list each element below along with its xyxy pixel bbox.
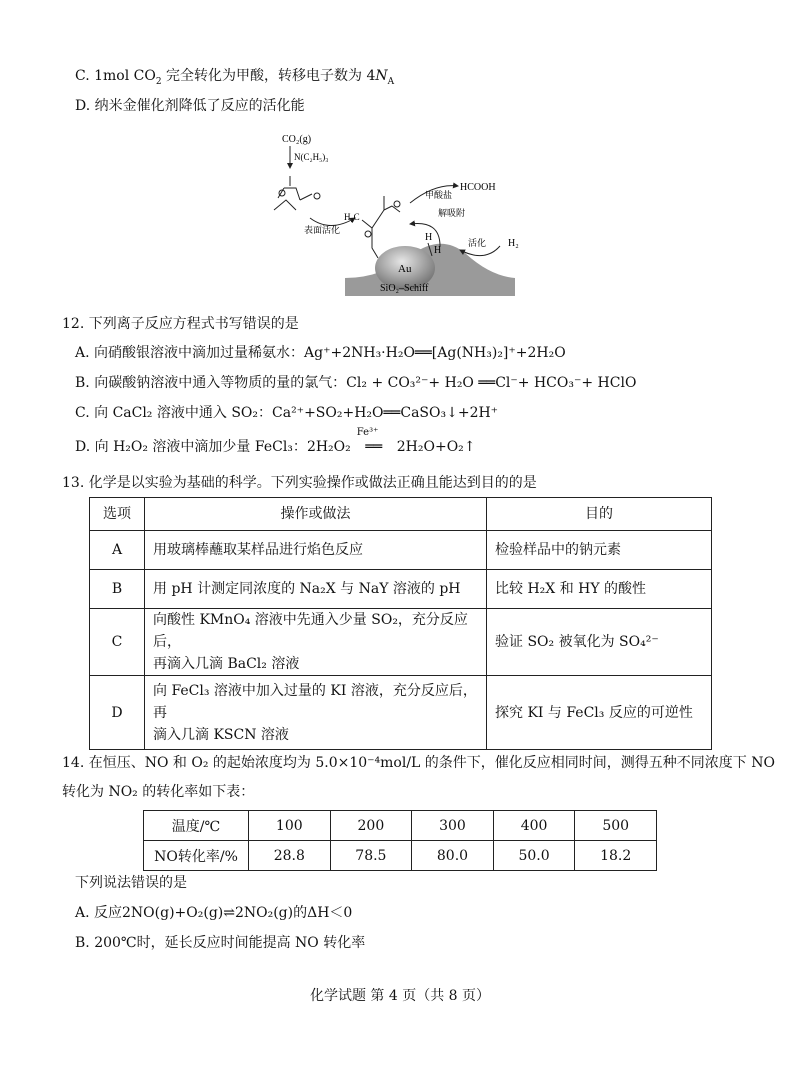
catalyst-arrow: Fe³⁺ ══: [356, 427, 383, 455]
row-operation-line1: 向 FeCl₃ 溶液中加入过量的 KI 溶液，充分反应后，再: [153, 682, 477, 721]
q12-option-c: C. 向 CaCl₂ 溶液中通入 SO₂：Ca²⁺+SO₂+H₂O══CaSO₃↓+2H⁺: [75, 405, 499, 421]
row-operation-line1: 向酸性 KMnO₄ 溶液中先通入少量 SO₂，充分反应后，: [153, 612, 468, 650]
activation-label: 活化: [468, 238, 487, 248]
temp-cell: 400: [493, 811, 575, 841]
page-footer: 化学试题 第 4 页（共 8 页）: [309, 988, 491, 1004]
table-row: [90, 609, 712, 676]
support-label: SiO₂–Schiff: [380, 283, 429, 294]
table-row: [90, 676, 712, 750]
q13-stem: 13. 化学是以实验为基础的科学。下列实验操作或做法正确且能达到目的的是: [62, 475, 537, 491]
temp-cell: 200: [330, 811, 412, 841]
temp-cell: 500: [575, 811, 657, 841]
desorption-label: 解吸附: [438, 208, 466, 218]
row-goal: 验证 SO₂ 被氧化为 SO₄²⁻: [487, 609, 712, 676]
q12-stem: 12. 下列离子反应方程式书写错误的是: [62, 316, 299, 332]
hcooh-label: HCOOH: [460, 182, 496, 193]
header-option: 选项: [90, 498, 145, 531]
h-atom-label-2: H: [434, 245, 442, 256]
catalysis-diagram: [260, 128, 540, 298]
q12-option-b: B. 向碳酸钠溶液中通入等物质的量的氯气：Cl₂ + CO₃²⁻+ H₂O ══Cl⁻+ HCO₃⁻+ HClO: [75, 375, 637, 391]
rate-cell: 80.0: [412, 841, 494, 871]
conversion-table: [143, 810, 657, 871]
temp-cell: 100: [249, 811, 331, 841]
conversion-row: [144, 841, 657, 871]
row-option: C: [90, 609, 145, 676]
q11-option-d: D. 纳米金催化剂降低了反应的活化能: [75, 98, 305, 114]
header-goal: 目的: [487, 498, 712, 531]
q14-stem-line1: 14. 在恒压、NO 和 O₂ 的起始浓度均为 5.0×10⁻⁴mol/L 的条件下，催化反应相同时间，测得五种不同浓度下 NO: [62, 755, 775, 771]
formate-label: 甲酸盐: [425, 190, 453, 200]
h-atom-label: H: [425, 232, 433, 243]
table-row: [90, 570, 712, 609]
q12-option-d: D. 向 H₂O₂ 溶液中滴加少量 FeCl₃：2H₂O₂ Fe³⁺ ══ 2H₂O+O₂↑: [75, 427, 476, 455]
row-operation-line2: 再滴入几滴 BaCl₂ 溶液: [153, 656, 300, 672]
table-row: [90, 531, 712, 570]
q14-option-a: A. 反应2NO(g)+O₂(g)⇌2NO₂(g)的ΔH＜0: [75, 905, 353, 921]
rate-cell: 50.0: [493, 841, 575, 871]
surface-activation-label: 表面活化: [304, 225, 341, 235]
temp-cell: 300: [412, 811, 494, 841]
row-option: D: [90, 676, 145, 750]
q12-option-a: A. 向硝酸银溶液中滴加过量稀氨水：Ag⁺+2NH₃·H₂O══[Ag(NH₃)₂]⁺+2H₂O: [75, 345, 566, 361]
rate-cell: 78.5: [330, 841, 412, 871]
h2c-label: H₂C: [344, 212, 360, 222]
q14-option-b: B. 200℃时，延长反应时间能提高 NO 转化率: [75, 935, 366, 951]
table-header-row: [90, 498, 712, 531]
header-operation: 操作或做法: [145, 498, 487, 531]
row-operation: [145, 609, 487, 676]
row-operation: 用玻璃棒蘸取某样品进行焰色反应: [145, 531, 487, 570]
rate-cell: 28.8: [249, 841, 331, 871]
au-label: Au: [398, 263, 412, 275]
h2-label: H₂: [508, 238, 519, 249]
row-goal: 探究 KI 与 FeCl₃ 反应的可逆性: [487, 676, 712, 750]
row-option: A: [90, 531, 145, 570]
q14-follow: 下列说法错误的是: [75, 875, 187, 891]
row-goal: 检验样品中的钠元素: [487, 531, 712, 570]
row-operation: 用 pH 计测定同浓度的 Na₂X 与 NaY 溶液的 pH: [145, 570, 487, 609]
row-goal: 比较 H₂X 和 HY 的酸性: [487, 570, 712, 609]
q13-table: [89, 497, 712, 750]
co2-label: CO₂(g): [282, 134, 312, 145]
q14-stem-line2: 转化为 NO₂ 的转化率如下表：: [62, 784, 255, 800]
row-operation: [145, 676, 487, 750]
q11-option-c: C. 1mol $CO_2$ 完全转化为甲酸，转移电子数为 $4N_A$: [75, 68, 395, 87]
row-option: B: [90, 570, 145, 609]
temperature-row: [144, 811, 657, 841]
amine-label: N(C₂H₅)₃: [294, 152, 329, 162]
rate-cell: 18.2: [575, 841, 657, 871]
row-operation-line2: 滴入几滴 KSCN 溶液: [153, 726, 289, 743]
temperature-label: 温度/℃: [144, 811, 249, 841]
conversion-label: NO转化率/%: [144, 841, 249, 871]
